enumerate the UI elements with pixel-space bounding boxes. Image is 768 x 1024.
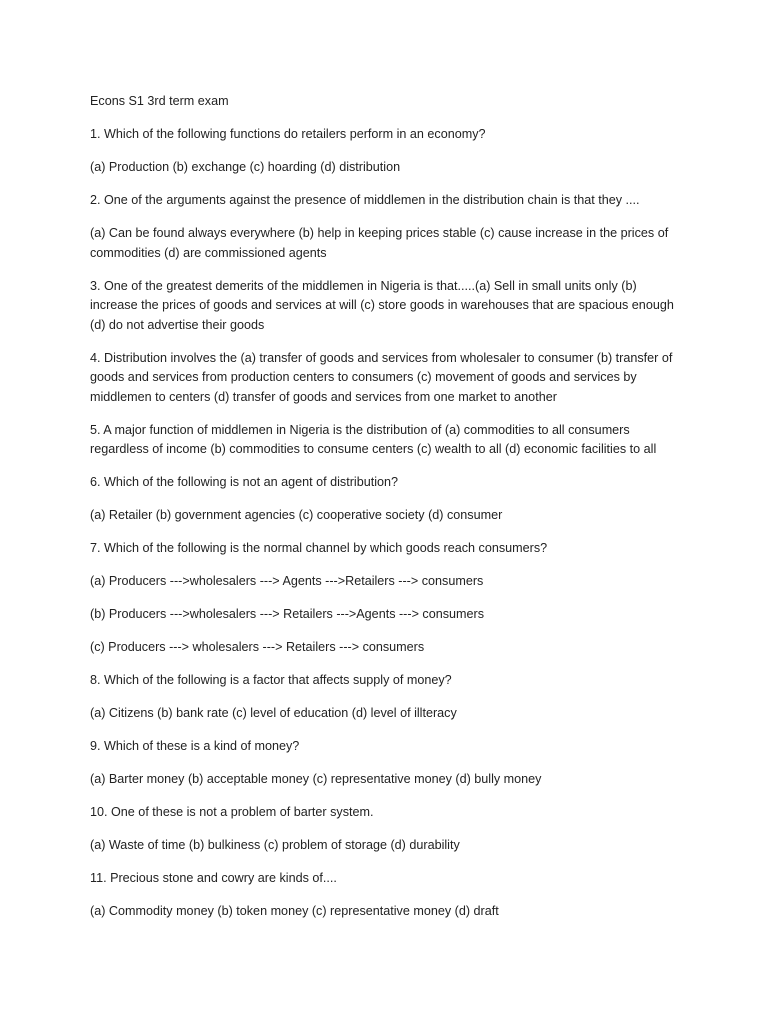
options-9: (a) Barter money (b) acceptable money (c) representative money (d) bully money: [90, 772, 542, 786]
question-10: 10. One of these is not a problem of barter system.: [90, 805, 374, 819]
options-6: (a) Retailer (b) government agencies (c) cooperative society (d) consumer: [90, 508, 503, 522]
options-10: (a) Waste of time (b) bulkiness (c) problem of storage (d) durability: [90, 838, 460, 852]
question-4: 4. Distribution involves the (a) transfer of goods and services from wholesaler to consumer (b) transfer of goods and services from production centers to consumers (c) movement of goods and services by middlemen to centers (d) transfer of goods and services from one market to another: [90, 350, 673, 404]
option-7c: (c) Producers ---> wholesalers ---> Retailers ---> consumers: [90, 640, 425, 654]
document-page: [90, 92, 680, 935]
option-7b: (b) Producers --->wholesalers ---> Retailers --->Agents ---> consumers: [90, 607, 485, 621]
question-2: 2. One of the arguments against the presence of middlemen in the distribution chain is that they ....: [90, 193, 640, 207]
options-8: (a) Citizens (b) bank rate (c) level of education (d) level of illteracy: [90, 706, 457, 720]
question-8: 8. Which of the following is a factor that affects supply of money?: [90, 673, 452, 687]
option-7a: (a) Producers --->wholesalers ---> Agents --->Retailers ---> consumers: [90, 574, 484, 588]
options-2: (a) Can be found always everywhere (b) help in keeping prices stable (c) cause increase in the prices of commodities (d) are commissioned agents: [90, 226, 669, 260]
question-3: 3. One of the greatest demerits of the middlemen in Nigeria is that.....(a) Sell in small units only (b) increase the prices of goods and services at will (c) store goods in warehouses that are spacious enough (d) do not advertise their goods: [90, 278, 674, 332]
options-11: (a) Commodity money (b) token money (c) representative money (d) draft: [90, 904, 499, 918]
document-title: Econs S1 3rd term exam: [90, 94, 229, 108]
question-1: 1. Which of the following functions do retailers perform in an economy?: [90, 127, 486, 141]
question-5: 5. A major function of middlemen in Nigeria is the distribution of (a) commodities to all consumers regardless of income (b) commodities to consume centers (c) wealth to all (d) economic facilities to all: [90, 422, 657, 456]
question-7: 7. Which of the following is the normal channel by which goods reach consumers?: [90, 541, 548, 555]
question-6: 6. Which of the following is not an agent of distribution?: [90, 475, 399, 489]
options-1: (a) Production (b) exchange (c) hoarding (d) distribution: [90, 160, 401, 174]
question-11: 11. Precious stone and cowry are kinds of....: [90, 871, 337, 885]
question-9: 9. Which of these is a kind of money?: [90, 739, 300, 753]
